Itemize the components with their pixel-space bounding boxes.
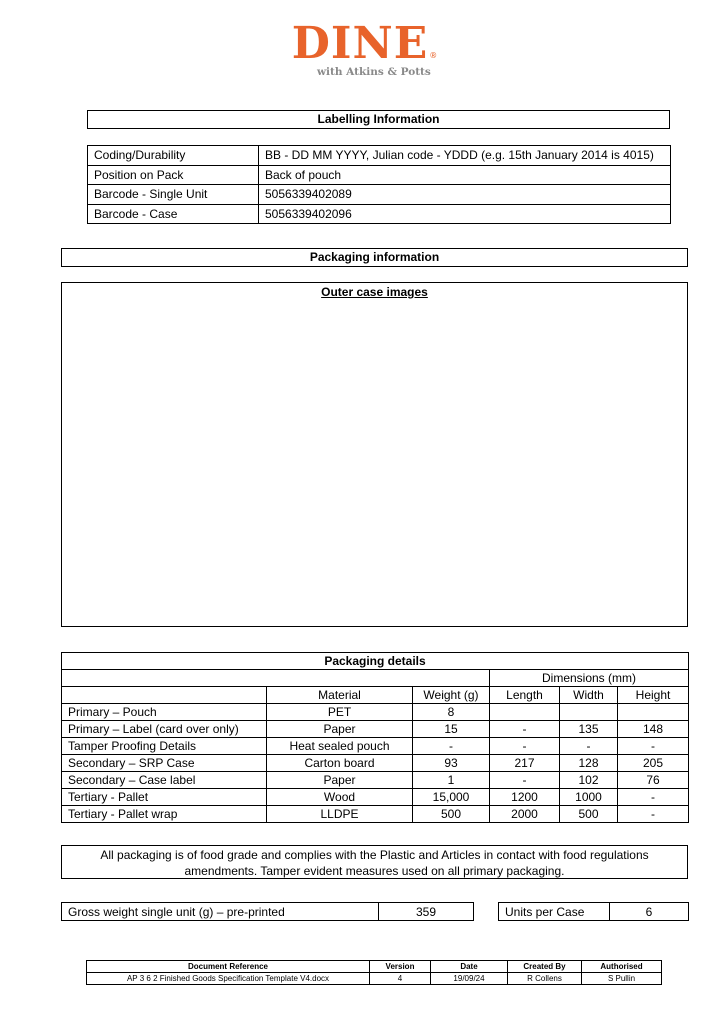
height-header: Height [618, 687, 689, 704]
item-cell: Secondary – SRP Case [62, 755, 267, 772]
footer-version: 4 [370, 973, 431, 985]
length-cell: 217 [490, 755, 560, 772]
width-cell: 1000 [560, 789, 618, 806]
dine-logo [0, 18, 720, 79]
length-cell: - [490, 721, 560, 738]
length-cell: - [490, 772, 560, 789]
length-cell [490, 704, 560, 721]
row-value: BB - DD MM YYYY, Julian code - YDDD (e.g. 15th January 2014 is 4015) [259, 146, 671, 166]
material-cell: Paper [267, 772, 413, 789]
height-cell: - [618, 738, 689, 755]
item-cell: Primary – Label (card over only) [62, 721, 267, 738]
height-cell: - [618, 806, 689, 823]
item-cell: Tertiary - Pallet wrap [62, 806, 267, 823]
table-row [88, 165, 671, 185]
item-cell: Tertiary - Pallet [62, 789, 267, 806]
footer-created-by: R Collens [508, 973, 582, 985]
table-row [62, 903, 474, 921]
row-value: 5056339402089 [259, 185, 671, 205]
table-row [62, 704, 689, 721]
weight-cell: 15,000 [413, 789, 490, 806]
logo-tagline: with Atkins & Potts [317, 66, 431, 78]
notice-line-2: amendments. Tamper evident measures used on all primary packaging. [184, 864, 565, 878]
height-cell: - [618, 789, 689, 806]
packaging-heading [61, 248, 688, 267]
footer-date: 19/09/24 [431, 973, 508, 985]
material-cell: Wood [267, 789, 413, 806]
footer-document-reference: AP 3 6 2 Finished Goods Specification Template V4.docx [87, 973, 370, 985]
height-cell: 76 [618, 772, 689, 789]
weight-cell: 500 [413, 806, 490, 823]
row-value: 5056339402096 [259, 204, 671, 224]
footer-header-document-reference: Document Reference [87, 961, 370, 973]
labelling-heading [87, 110, 670, 129]
table-row [88, 146, 671, 166]
table-header-row [62, 687, 689, 704]
width-cell: 135 [560, 721, 618, 738]
material-header: Material [267, 687, 413, 704]
length-cell: 2000 [490, 806, 560, 823]
packaging-details-table [61, 652, 689, 823]
table-header-row [62, 670, 689, 687]
gross-weight-value: 359 [379, 903, 474, 921]
footer-header-row [87, 961, 662, 973]
width-header: Width [560, 687, 618, 704]
dimensions-header: Dimensions (mm) [490, 670, 689, 687]
outer-case-images-box [61, 282, 688, 627]
units-per-case-value: 6 [610, 903, 689, 921]
weight-cell: 8 [413, 704, 490, 721]
weight-cell: - [413, 738, 490, 755]
height-cell: 205 [618, 755, 689, 772]
width-cell: 128 [560, 755, 618, 772]
outer-case-title: Outer case images [321, 285, 428, 299]
blank-header-cell [62, 687, 267, 704]
weight-header: Weight (g) [413, 687, 490, 704]
table-row [62, 789, 689, 806]
gross-weight-table [61, 902, 474, 921]
row-label: Barcode - Case [88, 204, 259, 224]
document-reference-footer [86, 960, 662, 985]
width-cell: 500 [560, 806, 618, 823]
footer-header-date: Date [431, 961, 508, 973]
item-cell: Tamper Proofing Details [62, 738, 267, 755]
material-cell: LLDPE [267, 806, 413, 823]
weight-cell: 15 [413, 721, 490, 738]
table-row [62, 806, 689, 823]
material-cell: Carton board [267, 755, 413, 772]
table-row [88, 185, 671, 205]
packaging-heading-text: Packaging information [309, 250, 440, 264]
units-per-case-table [498, 902, 689, 921]
notice-line-1: All packaging is of food grade and complies with the Plastic and Articles in contact with food regulations [100, 848, 649, 862]
row-label: Barcode - Single Unit [88, 185, 259, 205]
table-row [62, 755, 689, 772]
row-label: Position on Pack [88, 165, 259, 185]
footer-header-created-by: Created By [508, 961, 582, 973]
food-grade-notice [61, 845, 688, 879]
footer-header-version: Version [370, 961, 431, 973]
material-cell: PET [267, 704, 413, 721]
logo-wordmark: DINE ® [291, 18, 438, 69]
length-header: Length [490, 687, 560, 704]
width-cell: 102 [560, 772, 618, 789]
height-cell [618, 704, 689, 721]
height-cell: 148 [618, 721, 689, 738]
table-row [88, 204, 671, 224]
material-cell: Paper [267, 721, 413, 738]
length-cell: 1200 [490, 789, 560, 806]
row-value: Back of pouch [259, 165, 671, 185]
table-row [499, 903, 689, 921]
table-title-row [62, 653, 689, 670]
width-cell: - [560, 738, 618, 755]
labelling-table [87, 145, 671, 224]
units-per-case-label: Units per Case [499, 903, 610, 921]
table-row [62, 721, 689, 738]
weight-cell: 93 [413, 755, 490, 772]
table-row [62, 772, 689, 789]
item-cell: Primary – Pouch [62, 704, 267, 721]
registered-mark: ® [429, 51, 438, 60]
footer-value-row [87, 973, 662, 985]
gross-weight-label: Gross weight single unit (g) – pre-printed [62, 903, 379, 921]
item-cell: Secondary – Case label [62, 772, 267, 789]
length-cell: - [490, 738, 560, 755]
packaging-details-title: Packaging details [62, 653, 689, 670]
material-cell: Heat sealed pouch [267, 738, 413, 755]
table-row [62, 738, 689, 755]
blank-header-cell [62, 670, 490, 687]
footer-authorised: S Pullin [582, 973, 662, 985]
width-cell [560, 704, 618, 721]
row-label: Coding/Durability [88, 146, 259, 166]
weight-cell: 1 [413, 772, 490, 789]
footer-header-authorised: Authorised [582, 961, 662, 973]
labelling-heading-text: Labelling Information [317, 112, 440, 126]
